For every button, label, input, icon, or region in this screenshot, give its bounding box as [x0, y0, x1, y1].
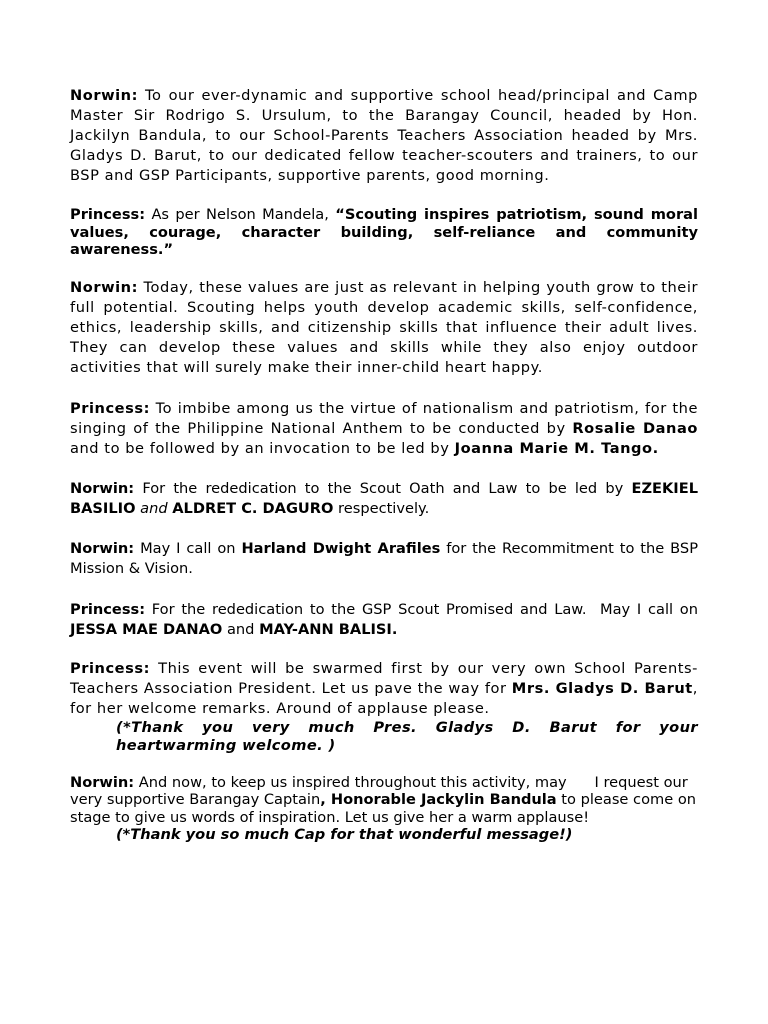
paragraph-5	[70, 479, 698, 519]
paragraph-6	[70, 539, 698, 579]
paragraph-text: For the rededication to the Scout Oath and Law to be led by	[134, 479, 632, 497]
name-highlight: EZEKIEL BASILIO	[70, 479, 698, 517]
paragraph-text: Today, these values are just as relevant in helping youth grow to their full potential. Scouting helps youth develop academic skills, self-confidence, ethics, leadership skills, and citizenship skills that influence their adult lives. They can develop these values and skills while they also enjoy outdoor activities that will surely make their inner-child heart happy.	[70, 278, 698, 376]
name-highlight: Rosalie Danao	[572, 419, 698, 437]
speaker-label: Princess:	[70, 206, 146, 223]
stage-aside: (*Thank you very much Pres. Gladys D. Barut for your heartwarming welcome. )	[116, 718, 698, 754]
name-highlight: Joanna Marie M. Tango.	[454, 439, 659, 457]
paragraph-7	[70, 600, 703, 640]
paragraph-text: And now, to keep us inspired throughout this activity, may I request our very supportive Barangay Captain	[70, 773, 693, 808]
paragraph-text: respectively.	[333, 499, 430, 517]
name-highlight: ALDRET C. DAGURO	[172, 499, 334, 517]
paragraph-text: To our ever-dynamic and supportive school head/principal and Camp Master Sir Rodrigo S. Ursulum, to the Barangay Council, headed by Hon. Jackilyn Bandula, to our School-Parents Teachers Association headed by Mrs. Gladys D. Barut, to our dedicated fellow teacher-scouters and trainers, to our BSP and GSP Participants, supportive parents, good morning.	[70, 87, 698, 184]
speaker-label: Norwin:	[70, 773, 135, 791]
paragraph-text: For the rededication to the GSP Scout Promised and Law. May I call on	[145, 600, 703, 618]
speaker-label: Princess:	[70, 399, 150, 417]
name-highlight: JESSA MAE DANAO	[70, 620, 223, 638]
paragraph-text: to please come on stage to give us words of inspiration. Let us give her a warm applause!	[70, 791, 701, 826]
name-highlight: Mrs. Gladys D. Barut	[511, 679, 693, 697]
speaker-label: Princess:	[70, 659, 150, 677]
speaker-label: Norwin:	[70, 87, 138, 104]
name-highlight: Harland Dwight Arafiles	[241, 539, 441, 557]
speaker-label: Norwin:	[70, 479, 135, 497]
paragraph-text: , for her welcome remarks. Around of applause please.	[70, 679, 698, 717]
paragraph-text: for the Recommitment to the BSP Mission & Vision.	[70, 539, 698, 577]
paragraph-text: As per Nelson Mandela,	[145, 206, 336, 223]
paragraph-1	[70, 86, 698, 186]
paragraph-3	[70, 278, 698, 378]
speaker-label: Norwin:	[70, 278, 138, 296]
script-document	[70, 86, 703, 844]
paragraph-text: and	[222, 620, 260, 638]
paragraph-2	[70, 206, 698, 259]
mandela-quote: “Scouting inspires patriotism, sound moral values, courage, character building, self-reliance and community awareness.”	[70, 206, 698, 258]
paragraph-text: and to be followed by an invocation to be led by	[70, 439, 455, 457]
speaker-label: Norwin:	[70, 539, 135, 557]
speaker-label: Princess:	[70, 600, 146, 618]
paragraph-8	[70, 659, 698, 755]
name-highlight: MAY-ANN BALISI.	[259, 620, 398, 638]
paragraph-text: May I call on	[134, 539, 242, 557]
italic-connector: and	[140, 499, 168, 517]
paragraph-9	[70, 773, 701, 844]
name-highlight: , Honorable Jackylin Bandula	[320, 791, 557, 808]
paragraph-text: To imbibe among us the virtue of nationalism and patriotism, for the singing of the Philippine National Anthem to be conducted by	[70, 399, 698, 437]
paragraph-4	[70, 399, 698, 459]
paragraph-text: This event will be swarmed first by our very own School Parents-Teachers Association President. Let us pave the way for	[70, 659, 698, 697]
stage-aside: (*Thank you so much Cap for that wonderful message!)	[116, 826, 573, 843]
